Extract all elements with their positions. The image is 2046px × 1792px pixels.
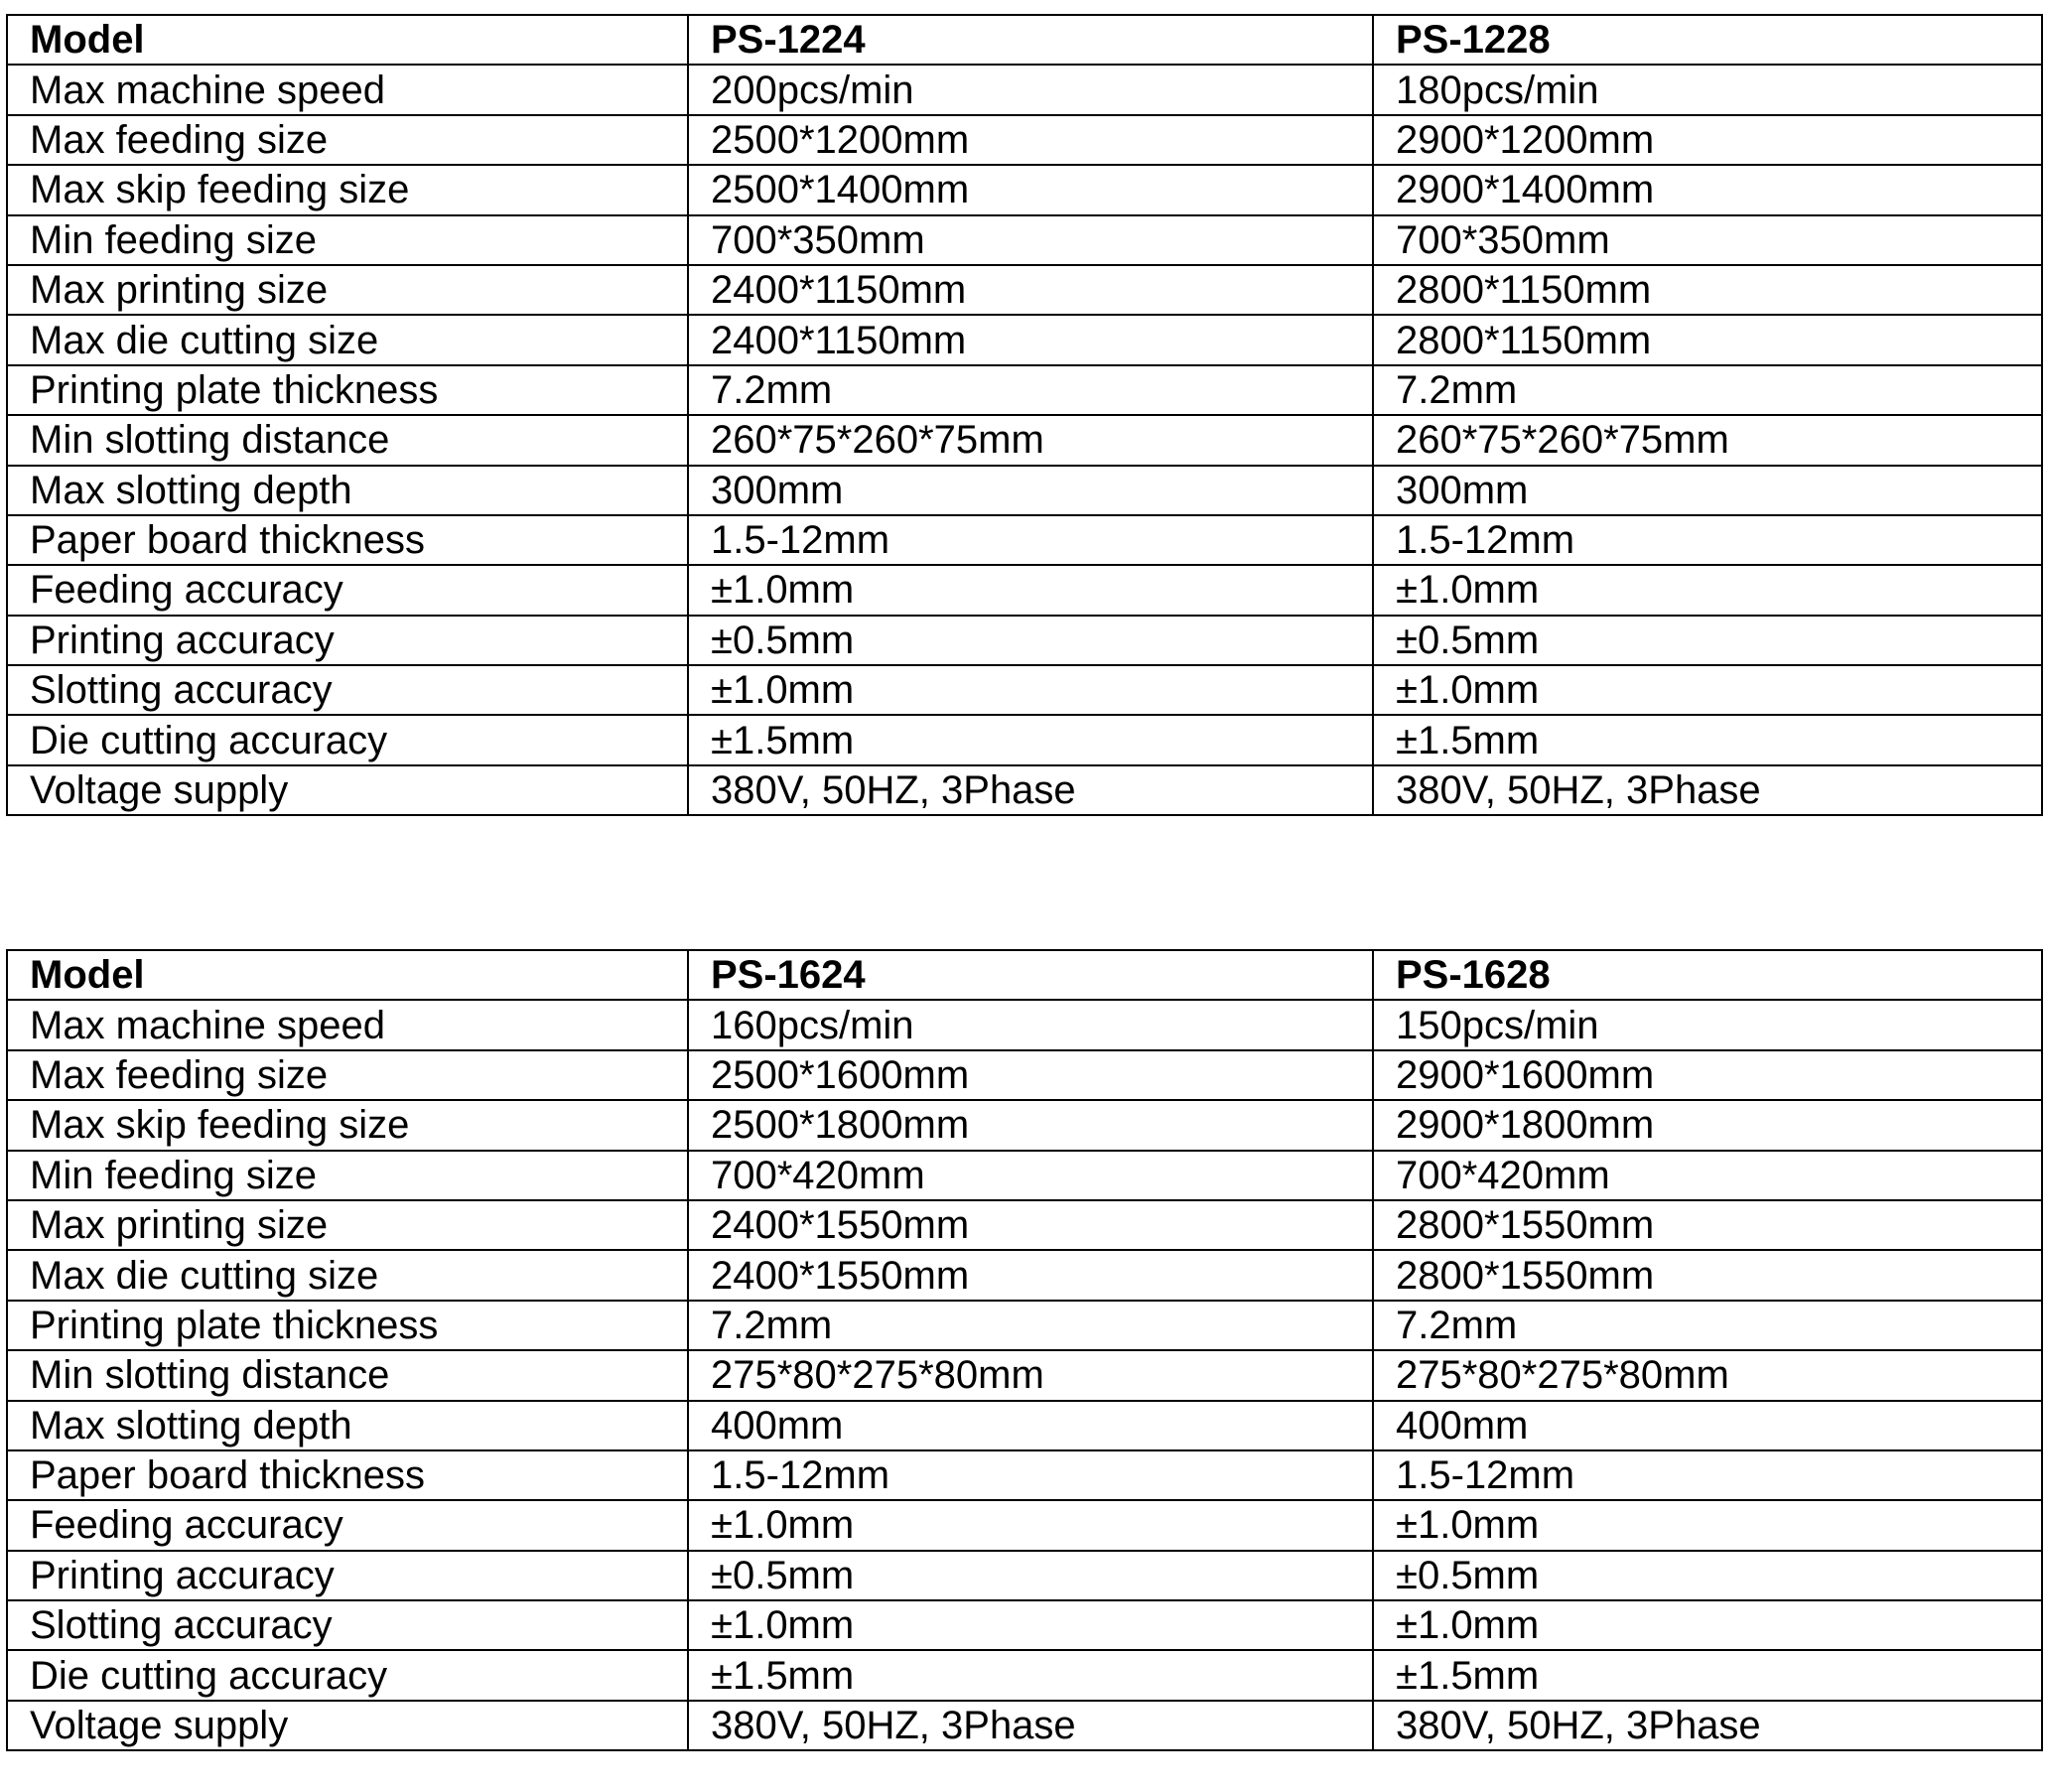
spec-value-cell: 2500*1600mm (688, 1050, 1373, 1100)
spec-value-cell: ±0.5mm (688, 616, 1373, 665)
table-header-row (7, 15, 2042, 65)
spec-label-cell: Slotting accuracy (7, 665, 688, 715)
spec-value-cell: ±1.0mm (688, 565, 1373, 615)
header-cell-model: Model (7, 15, 688, 65)
spec-label-cell: Max skip feeding size (7, 165, 688, 214)
spec-label-cell: Max die cutting size (7, 1250, 688, 1300)
spec-value-cell: ±1.0mm (1373, 565, 2042, 615)
spec-value-cell: 260*75*260*75mm (1373, 415, 2042, 465)
spec-label-cell: Die cutting accuracy (7, 715, 688, 764)
spec-value-cell: 400mm (688, 1401, 1373, 1450)
spec-label-cell: Max printing size (7, 265, 688, 315)
spec-value-cell: 2800*1150mm (1373, 265, 2042, 315)
spec-value-cell: 380V, 50HZ, 3Phase (688, 1701, 1373, 1750)
spec-label-cell: Max feeding size (7, 1050, 688, 1100)
table-row (7, 1250, 2042, 1300)
table-row (7, 315, 2042, 364)
table-row (7, 515, 2042, 565)
spec-value-cell: 700*350mm (1373, 215, 2042, 265)
spec-label-cell: Printing accuracy (7, 616, 688, 665)
table-row (7, 365, 2042, 415)
spec-value-cell: ±1.0mm (1373, 665, 2042, 715)
spec-value-cell: 2800*1550mm (1373, 1200, 2042, 1250)
spec-value-cell: 1.5-12mm (1373, 515, 2042, 565)
spec-value-cell: ±1.0mm (1373, 1600, 2042, 1650)
spec-value-cell: 7.2mm (1373, 1301, 2042, 1350)
spec-value-cell: 150pcs/min (1373, 1000, 2042, 1049)
spec-value-cell: 300mm (1373, 466, 2042, 515)
spec-label-cell: Min feeding size (7, 1151, 688, 1200)
spec-value-cell: 700*350mm (688, 215, 1373, 265)
spec-value-cell: 400mm (1373, 1401, 2042, 1450)
spec-value-cell: ±0.5mm (1373, 1551, 2042, 1600)
table-row (7, 466, 2042, 515)
spec-label-cell: Die cutting accuracy (7, 1650, 688, 1700)
spec-label-cell: Max printing size (7, 1200, 688, 1250)
spec-label-cell: Voltage supply (7, 1701, 688, 1750)
spec-table-1 (6, 14, 2043, 816)
spec-value-cell: 300mm (688, 466, 1373, 515)
spec-label-cell: Min slotting distance (7, 1350, 688, 1400)
spec-value-cell: 380V, 50HZ, 3Phase (688, 765, 1373, 815)
spec-value-cell: 2500*1800mm (688, 1100, 1373, 1150)
spec-value-cell: ±0.5mm (688, 1551, 1373, 1600)
spec-label-cell: Min feeding size (7, 215, 688, 265)
spec-value-cell: 380V, 50HZ, 3Phase (1373, 1701, 2042, 1750)
spec-value-cell: ±1.0mm (1373, 1500, 2042, 1550)
table-row (7, 565, 2042, 615)
spec-value-cell: 380V, 50HZ, 3Phase (1373, 765, 2042, 815)
spec-value-cell: 2800*1150mm (1373, 315, 2042, 364)
spec-value-cell: 2500*1200mm (688, 115, 1373, 165)
header-cell-first-model: PS-1624 (688, 950, 1373, 1000)
spec-value-cell: 7.2mm (1373, 365, 2042, 415)
spec-value-cell: 7.2mm (688, 1301, 1373, 1350)
spec-value-cell: ±1.0mm (688, 1500, 1373, 1550)
header-cell-first-model: PS-1224 (688, 15, 1373, 65)
spec-table-body (7, 950, 2042, 1750)
spec-table-body (7, 15, 2042, 815)
table-row (7, 1701, 2042, 1750)
header-cell-second-model: PS-1628 (1373, 950, 2042, 1000)
spec-value-cell: 700*420mm (688, 1151, 1373, 1200)
table-row (7, 1200, 2042, 1250)
table-row (7, 715, 2042, 764)
table-row (7, 1050, 2042, 1100)
spec-label-cell: Max skip feeding size (7, 1100, 688, 1150)
spec-label-cell: Max feeding size (7, 115, 688, 165)
spec-value-cell: 700*420mm (1373, 1151, 2042, 1200)
spec-value-cell: ±1.5mm (1373, 715, 2042, 764)
spec-value-cell: 260*75*260*75mm (688, 415, 1373, 465)
spec-label-cell: Max slotting depth (7, 1401, 688, 1450)
spec-value-cell: 2400*1150mm (688, 265, 1373, 315)
spec-value-cell: 160pcs/min (688, 1000, 1373, 1049)
spec-value-cell: 2900*1600mm (1373, 1050, 2042, 1100)
table-row (7, 215, 2042, 265)
spec-value-cell: ±1.5mm (688, 715, 1373, 764)
spec-label-cell: Max die cutting size (7, 315, 688, 364)
table-row (7, 1301, 2042, 1350)
table-row (7, 665, 2042, 715)
spec-label-cell: Max slotting depth (7, 466, 688, 515)
spec-value-cell: 275*80*275*80mm (688, 1350, 1373, 1400)
spec-table-2 (6, 949, 2043, 1751)
spec-value-cell: ±1.0mm (688, 1600, 1373, 1650)
spec-value-cell: ±1.0mm (688, 665, 1373, 715)
table-row (7, 1600, 2042, 1650)
spec-value-cell: ±0.5mm (1373, 616, 2042, 665)
table-row (7, 265, 2042, 315)
table-row (7, 1650, 2042, 1700)
spec-label-cell: Voltage supply (7, 765, 688, 815)
spec-value-cell: 2400*1550mm (688, 1200, 1373, 1250)
spec-label-cell: Paper board thickness (7, 1450, 688, 1500)
table-row (7, 1500, 2042, 1550)
table-row (7, 65, 2042, 114)
spec-value-cell: 2900*1800mm (1373, 1100, 2042, 1150)
header-cell-model: Model (7, 950, 688, 1000)
spec-value-cell: 275*80*275*80mm (1373, 1350, 2042, 1400)
table-row (7, 115, 2042, 165)
spec-label-cell: Paper board thickness (7, 515, 688, 565)
table-row (7, 1551, 2042, 1600)
spec-label-cell: Feeding accuracy (7, 1500, 688, 1550)
table-row (7, 616, 2042, 665)
spec-value-cell: 2900*1400mm (1373, 165, 2042, 214)
table-row (7, 765, 2042, 815)
spec-value-cell: 2800*1550mm (1373, 1250, 2042, 1300)
spec-label-cell: Feeding accuracy (7, 565, 688, 615)
spec-label-cell: Slotting accuracy (7, 1600, 688, 1650)
spec-value-cell: 1.5-12mm (1373, 1450, 2042, 1500)
table-row (7, 1100, 2042, 1150)
table-row (7, 1000, 2042, 1049)
spec-value-cell: 7.2mm (688, 365, 1373, 415)
spec-label-cell: Max machine speed (7, 1000, 688, 1049)
spec-value-cell: 200pcs/min (688, 65, 1373, 114)
spec-label-cell: Min slotting distance (7, 415, 688, 465)
spec-value-cell: ±1.5mm (688, 1650, 1373, 1700)
spec-value-cell: 2500*1400mm (688, 165, 1373, 214)
spec-value-cell: ±1.5mm (1373, 1650, 2042, 1700)
table-row (7, 1350, 2042, 1400)
spec-value-cell: 2900*1200mm (1373, 115, 2042, 165)
table-row (7, 1401, 2042, 1450)
spec-value-cell: 2400*1550mm (688, 1250, 1373, 1300)
spec-value-cell: 2400*1150mm (688, 315, 1373, 364)
table-row (7, 1151, 2042, 1200)
header-cell-second-model: PS-1228 (1373, 15, 2042, 65)
spec-label-cell: Printing plate thickness (7, 1301, 688, 1350)
table-header-row (7, 950, 2042, 1000)
table-row (7, 415, 2042, 465)
spec-value-cell: 1.5-12mm (688, 1450, 1373, 1500)
spec-label-cell: Max machine speed (7, 65, 688, 114)
spec-label-cell: Printing accuracy (7, 1551, 688, 1600)
spec-label-cell: Printing plate thickness (7, 365, 688, 415)
spec-value-cell: 1.5-12mm (688, 515, 1373, 565)
spec-value-cell: 180pcs/min (1373, 65, 2042, 114)
table-row (7, 1450, 2042, 1500)
table-row (7, 165, 2042, 214)
